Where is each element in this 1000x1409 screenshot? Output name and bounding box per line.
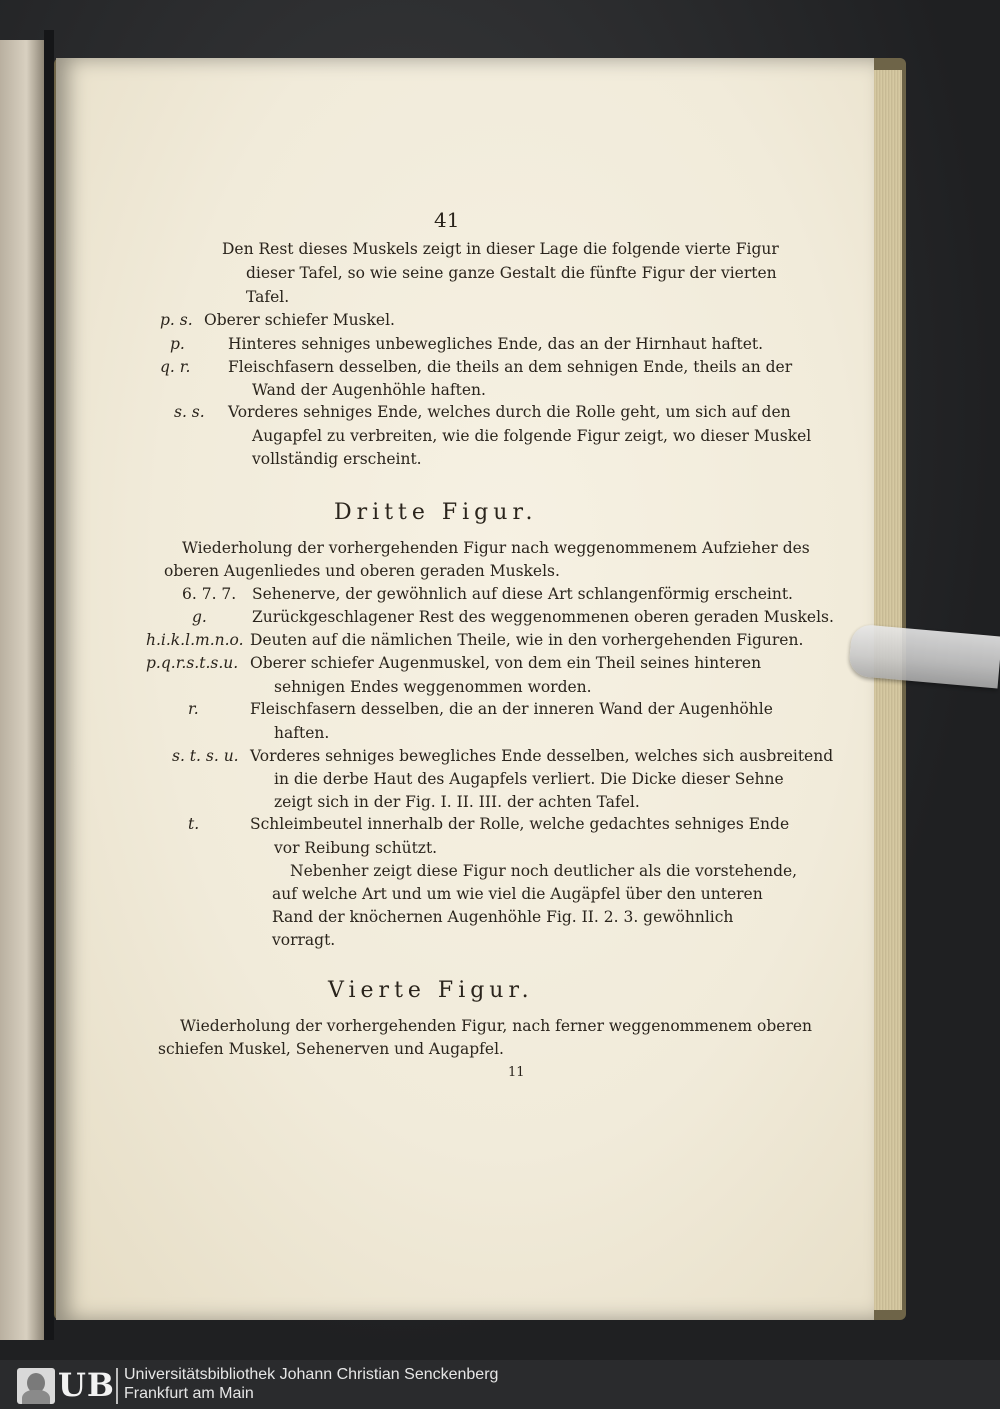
- paragraph-line: oberen Augenliedes und oberen geraden Muskels.: [164, 562, 560, 580]
- section-heading: Vierte Figur.: [328, 978, 534, 1003]
- entry-key: p. s.: [160, 311, 193, 329]
- entry-text: Schleimbeutel innerhalb der Rolle, welche gedachtes sehniges Ende: [250, 815, 790, 833]
- ub-logo: UB: [58, 1366, 115, 1404]
- paragraph-line: Wiederholung der vorhergehenden Figur, nach ferner weggenommenem oberen: [180, 1017, 813, 1035]
- note-line: auf welche Art und um wie viel die Augäpfel über den unteren: [272, 885, 763, 903]
- binding-gap: [44, 30, 54, 1340]
- logo-divider: [116, 1368, 118, 1404]
- entry-text: haften.: [274, 724, 330, 742]
- note-line: vorragt.: [272, 931, 336, 949]
- page-number: 41: [434, 208, 460, 232]
- entry-key: h.i.k.l.m.n.o.: [146, 631, 244, 649]
- entry-text: in die derbe Haut des Augapfels verliert. Die Dicke dieser Sehne: [274, 770, 784, 788]
- entry-text: sehnigen Endes weggenommen worden.: [274, 678, 592, 696]
- entry-text: Augapfel zu verbreiten, wie die folgende Figur zeigt, wo dieser Muskel: [252, 427, 812, 445]
- library-name: Universitätsbibliothek Johann Christian Senckenberg: [124, 1366, 499, 1383]
- entry-text: vollständig erscheint.: [252, 450, 422, 468]
- entry-text: Zurückgeschlagener Rest des weggenommenen oberen geraden Muskels.: [252, 608, 834, 626]
- intro-line: Tafel.: [246, 288, 290, 306]
- entry-text: Vorderes sehniges Ende, welches durch die Rolle geht, um sich auf den: [228, 403, 791, 421]
- portrait-icon: [17, 1368, 55, 1404]
- entry-text: Wand der Augenhöhle haften.: [252, 381, 486, 399]
- intro-line: dieser Tafel, so wie seine ganze Gestalt die fünfte Figur der vierten: [246, 264, 777, 282]
- entry-text: Sehenerve, der gewöhnlich auf diese Art schlangenförmig erscheint.: [252, 585, 793, 603]
- entry-text: Fleischfasern desselben, die an der inneren Wand der Augenhöhle: [250, 700, 773, 718]
- signature-mark: 11: [508, 1065, 525, 1080]
- entry-key: p.: [170, 335, 185, 353]
- entry-key: p.q.r.s.t.s.u.: [146, 654, 239, 672]
- entry-key: r.: [188, 700, 199, 718]
- intro-line: Den Rest dieses Muskels zeigt in dieser Lage die folgende vierte Figur: [222, 240, 779, 258]
- entry-key: g.: [192, 608, 207, 626]
- left-page-edge: [0, 40, 44, 1340]
- paragraph-line: schiefen Muskel, Sehenerven und Augapfel.: [158, 1040, 504, 1058]
- section-heading: Dritte Figur.: [334, 500, 538, 525]
- entry-text: Vorderes sehniges bewegliches Ende desselben, welches sich ausbreitend: [250, 747, 834, 765]
- entry-key: s. t. s. u.: [172, 747, 239, 765]
- entry-text: Fleischfasern desselben, die theils an dem sehnigen Ende, theils an der: [228, 358, 793, 376]
- note-line: Rand der knöchernen Augenhöhle Fig. II. 2. 3. gewöhnlich: [272, 908, 734, 926]
- entry-text: Oberer schiefer Augenmuskel, von dem ein Theil seines hinteren: [250, 654, 762, 672]
- note-line: Nebenher zeigt diese Figur noch deutlicher als die vorstehende,: [290, 862, 798, 880]
- entry-text: Deuten auf die nämlichen Theile, wie in den vorhergehenden Figuren.: [250, 631, 804, 649]
- entry-text: Hinteres sehniges unbewegliches Ende, das an der Hirnhaut haftet.: [228, 335, 764, 353]
- entry-key: q. r.: [160, 358, 191, 376]
- entry-text: vor Reibung schützt.: [274, 839, 438, 857]
- entry-key: t.: [188, 815, 200, 833]
- entry-key: 6. 7. 7.: [182, 585, 237, 603]
- entry-text: zeigt sich in der Fig. I. II. III. der achten Tafel.: [274, 793, 640, 811]
- entry-text: Oberer schiefer Muskel.: [204, 311, 395, 329]
- library-city: Frankfurt am Main: [124, 1385, 254, 1402]
- paragraph-line: Wiederholung der vorhergehenden Figur nach weggenommenem Aufzieher des: [182, 539, 810, 557]
- entry-key: s. s.: [174, 403, 205, 421]
